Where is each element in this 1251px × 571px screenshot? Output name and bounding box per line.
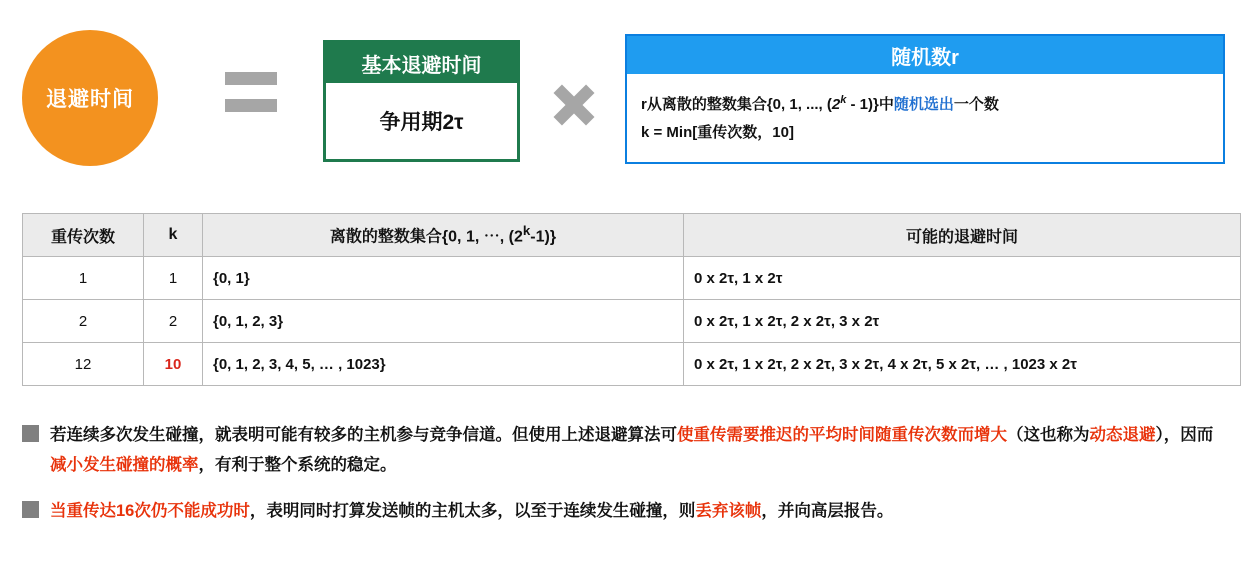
header-k: k <box>144 214 203 257</box>
cell-backoff: 0 x 2τ, 1 x 2τ, 2 x 2τ, 3 x 2τ <box>684 300 1241 343</box>
bullet1-seg1: 若连续多次发生碰撞，就表明可能有较多的主机参与竞争信道。但使用上述退避算法可 <box>50 426 677 444</box>
bullet1-seg7: ，有利于整个系统的稳定。 <box>198 456 397 474</box>
header-set-prefix: 离散的整数集合{0, 1, ⋯, (2 <box>329 228 523 246</box>
square-bullet-icon <box>22 425 39 442</box>
random-number-title: 随机数r <box>627 36 1223 74</box>
header-integer-set <box>203 214 684 257</box>
basic-backoff-value: 争用期2τ <box>379 111 464 134</box>
backoff-table <box>22 213 1241 386</box>
cell-retries: 12 <box>23 343 144 386</box>
cell-set: {0, 1, 2, 3, 4, 5, … , 1023} <box>203 343 684 386</box>
cell-retries: 2 <box>23 300 144 343</box>
square-bullet-icon <box>22 501 39 518</box>
header-set-sup: k <box>522 223 531 239</box>
bullet2-seg2: ，表明同时打算发送帧的主机太多，以至于连续发生碰撞，则 <box>249 502 696 520</box>
header-set-suffix: -1)} <box>530 228 557 246</box>
exponent-power: k <box>840 94 847 106</box>
formula-row <box>0 0 1251 185</box>
bullet1-seg6: 减小发生碰撞的概率 <box>50 456 199 474</box>
bullet2-seg3: 丢弃该帧 <box>695 502 762 520</box>
cell-set: {0, 1, 2, 3} <box>203 300 684 343</box>
cell-k: 1 <box>144 257 203 300</box>
random-number-body <box>627 74 1223 147</box>
multiply-icon <box>551 82 597 128</box>
bullet-list <box>22 420 1228 542</box>
list-item <box>22 420 1228 480</box>
basic-backoff-title: 基本退避时间 <box>326 43 517 83</box>
random-number-box <box>625 34 1225 164</box>
header-retries: 重传次数 <box>23 214 144 257</box>
line1-part3: 一个数 <box>953 96 999 113</box>
bullet2-seg1: 当重传达16次仍不能成功时 <box>50 502 250 520</box>
cell-k: 2 <box>144 300 203 343</box>
header-possible-backoff: 可能的退避时间 <box>684 214 1241 257</box>
bullet1-seg2: 使重传需要推迟的平均时间随重传次数而增大 <box>677 426 1007 444</box>
list-item <box>22 496 1228 526</box>
basic-backoff-box <box>323 40 520 162</box>
bullet-text <box>50 420 1228 480</box>
random-number-line2: k = Min[重传次数，10] <box>641 124 794 141</box>
equals-icon <box>225 72 277 118</box>
bullet2-seg4: ，并向高层报告。 <box>761 502 894 520</box>
bullet1-seg3: （这也称为 <box>1007 426 1090 444</box>
table-row <box>23 257 1241 300</box>
table-row <box>23 343 1241 386</box>
table-head <box>23 214 1241 257</box>
cell-backoff: 0 x 2τ, 1 x 2τ <box>684 257 1241 300</box>
random-number-line1 <box>641 86 1209 119</box>
exponent-base: 2 <box>831 96 841 113</box>
table-header-row <box>23 214 1241 257</box>
line1-part1: r从离散的整数集合{0, 1, ..., ( <box>641 96 832 113</box>
cell-retries: 1 <box>23 257 144 300</box>
line1-part2: - 1)}中 <box>846 96 894 113</box>
cell-set: {0, 1} <box>203 257 684 300</box>
cell-k: 10 <box>144 343 203 386</box>
cell-backoff: 0 x 2τ, 1 x 2τ, 2 x 2τ, 3 x 2τ, 4 x 2τ, 5 x 2τ, … , 1023 x 2τ <box>684 343 1241 386</box>
table-body <box>23 257 1241 386</box>
backoff-time-circle <box>22 30 158 166</box>
bullet1-seg4: 动态退避 <box>1089 426 1156 444</box>
table-row <box>23 300 1241 343</box>
bullet1-seg5: ），因而 <box>1155 426 1214 444</box>
backoff-time-label: 退避时间 <box>46 88 134 111</box>
bullet-text <box>50 496 893 526</box>
line1-highlight: 随机选出 <box>893 96 954 113</box>
